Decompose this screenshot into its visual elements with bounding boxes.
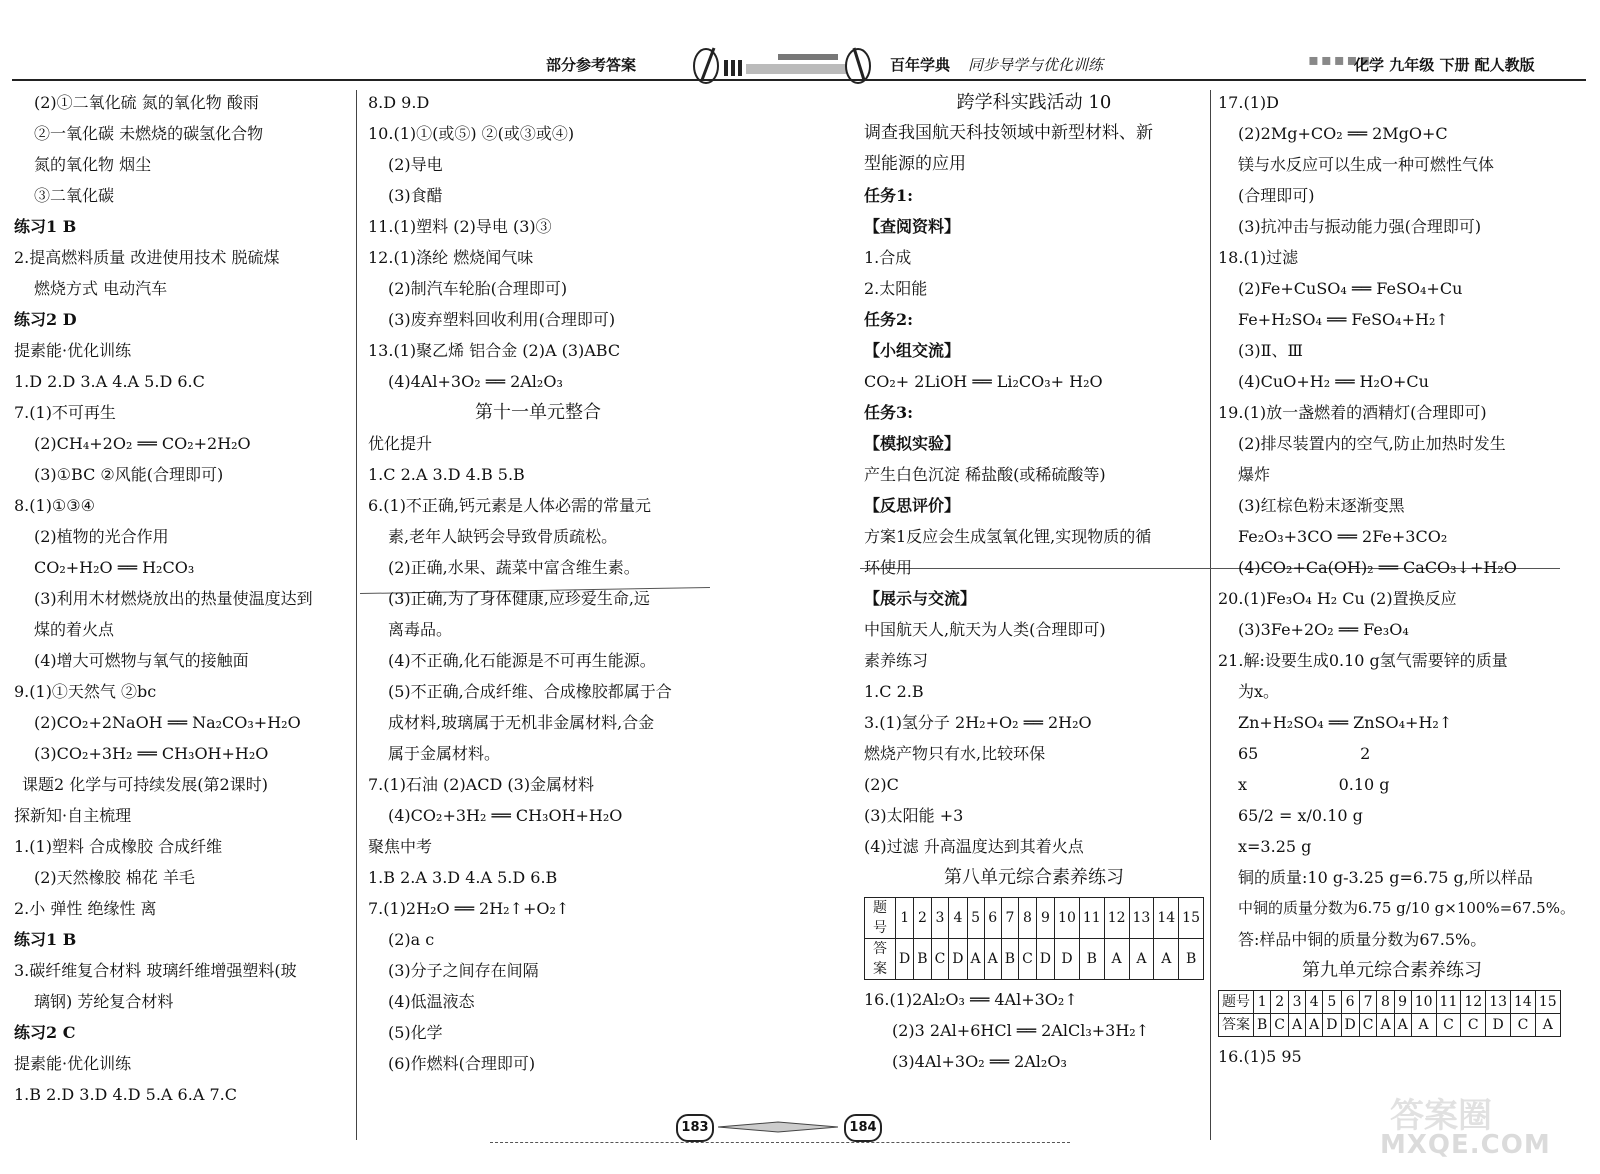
table-cell-number: 7 (1359, 991, 1377, 1014)
table-cell-answer: C (1436, 1014, 1461, 1037)
header-brand: 百年学典 (890, 56, 951, 74)
table-cell-answer: C (1019, 939, 1037, 980)
answer-line: 1.B 2.A 3.D 4.A 5.D 6.B (368, 868, 558, 887)
table-cell-number: 11 (1079, 898, 1104, 939)
column-divider (1210, 90, 1211, 1140)
table-cell-answer: B (1179, 939, 1204, 980)
section-heading: 【查阅资料】 (864, 217, 961, 236)
answer-line: 调查我国航天科技领域中新型材料、新 (864, 123, 1153, 143)
answer-line: 素,老年人缺钙会导致骨质疏松。 (388, 527, 618, 546)
page-footer (490, 1108, 1110, 1148)
table-cell-number: 8 (1377, 991, 1394, 1014)
page-number-left: 183 (676, 1114, 714, 1142)
equation-line: 3.(1)氢分子 2H₂+O₂ ══ 2H₂O (864, 713, 1092, 732)
answer-line: 方案1反应会生成氢氧化锂,实现物质的循 (864, 527, 1152, 546)
activity-title: 跨学科实践活动 10 (956, 92, 1112, 113)
table-cell-answer: D (1341, 1014, 1359, 1037)
section-heading: 【反思评价】 (864, 496, 961, 515)
answer-line: 镁与水反应可以生成一种可燃性气体 (1238, 155, 1495, 174)
unit9-answer-table (1218, 990, 1561, 1037)
equation-line: (2)CO₂+2NaOH ══ Na₂CO₃+H₂O (34, 713, 301, 732)
table-cell-number: 11 (1436, 991, 1461, 1014)
answer-line: 1.B 2.D 3.D 4.D 5.A 6.A 7.C (14, 1085, 237, 1104)
table-cell-number: 2 (914, 898, 931, 939)
answer-line: (2)①二氧化硫 氮的氧化物 酸雨 (34, 93, 259, 112)
answer-line: (3)正确,为了身体健康,应珍爱生命,远 (388, 589, 650, 608)
answer-line: 9.(1)①天然气 ②bc (14, 682, 157, 701)
answer-line: 练习2 C (14, 1023, 76, 1042)
answer-line: (5)不正确,合成纤维、合成橡胶都属于合 (388, 682, 672, 701)
answer-line: 环使用 (864, 558, 913, 577)
table-cell-number: 10 (1055, 898, 1080, 939)
equation-line: (4)CuO+H₂ ══ H₂O+Cu (1238, 372, 1429, 391)
task-heading: 任务2: (864, 310, 914, 329)
table-cell-number: 7 (1001, 898, 1018, 939)
equation-line: (2)Fe+CuSO₄ ══ FeSO₄+Cu (1238, 279, 1463, 298)
calc-line: 65/2 = x/0.10 g (1238, 806, 1363, 825)
table-cell-answer: B (1001, 939, 1018, 980)
equation-line: (4)CO₂+Ca(OH)₂ ══ CaCO₃↓+H₂O (1238, 558, 1517, 577)
answer-line: 2.提高燃料质量 改进使用技术 脱硫煤 (14, 248, 280, 267)
table-cell-number: 14 (1511, 991, 1536, 1014)
answer-line: 7.(1)石油 (2)ACD (3)金属材料 (368, 775, 595, 794)
answer-line: (2)C (864, 775, 899, 794)
section-heading: 素养练习 (864, 651, 929, 670)
table-cell-answer: C (1511, 1014, 1536, 1037)
equation-line: (4)CO₂+3H₂ ══ CH₃OH+H₂O (388, 806, 623, 825)
answer-line: 为x。 (1238, 682, 1280, 701)
section-heading: 【模拟实验】 (864, 434, 961, 453)
section-heading: 优化提升 (368, 434, 433, 453)
equation-line: (2)3 2Al+6HCl ══ 2AlCl₃+3H₂↑ (892, 1021, 1150, 1040)
section-heading: 【小组交流】 (864, 341, 961, 360)
table-row (865, 898, 1204, 939)
table-cell-answer: D (1323, 1014, 1341, 1037)
answer-line: (3)抗冲击与振动能力强(合理即可) (1238, 217, 1482, 236)
answer-line: (2)植物的光合作用 (34, 527, 169, 546)
answer-line: 21.解:设要生成0.10 g氢气需要锌的质量 (1218, 651, 1508, 670)
table-row-label: 题号 (865, 898, 896, 939)
answer-line: 18.(1)过滤 (1218, 248, 1299, 267)
calc-line: x 0.10 g (1238, 775, 1390, 794)
answer-line: 1.合成 (864, 248, 912, 267)
table-cell-answer: C (1461, 1014, 1486, 1037)
section-heading: 探新知·自主梳理 (14, 806, 132, 825)
answer-line: 2.太阳能 (864, 279, 928, 298)
answer-line: 1.C 2.A 3.D 4.B 5.B (368, 465, 525, 484)
pen-logo-icon (688, 44, 878, 84)
answer-line: 成材料,玻璃属于无机非金属材料,合金 (388, 713, 655, 732)
answer-line: (合理即可) (1238, 186, 1315, 205)
answer-line: (3)①BC ②风能(合理即可) (34, 465, 224, 484)
calc-line: 中铜的质量分数为6.75 g/10 g×100%=67.5%。 (1238, 899, 1575, 917)
answer-line: 13.(1)聚乙烯 铝合金 (2)A (3)ABC (368, 341, 621, 360)
table-cell-number: 10 (1411, 991, 1436, 1014)
table-cell-answer: B (1079, 939, 1104, 980)
header-left-title: 部分参考答案 (546, 56, 637, 74)
answer-line: (2)制汽车轮胎(合理即可) (388, 279, 568, 298)
unit-title: 第九单元综合素养练习 (1302, 960, 1482, 981)
table-cell-number: 5 (967, 898, 984, 939)
table-cell-answer: D (1486, 1014, 1511, 1037)
equation-line: Zn+H₂SO₄ ══ ZnSO₄+H₂↑ (1238, 713, 1453, 732)
table-cell-number: 1 (896, 898, 914, 939)
table-row (865, 939, 1204, 980)
task-heading: 任务1: (864, 186, 914, 205)
answer-line: 爆炸 (1238, 465, 1271, 484)
header-rule (12, 79, 1586, 81)
answer-line: (6)作燃料(合理即可) (388, 1054, 536, 1073)
table-row-label: 答案 (865, 939, 896, 980)
table-cell-answer: D (1055, 939, 1080, 980)
table-cell-answer: A (1394, 1014, 1411, 1037)
equation-line: (2)CH₄+2O₂ ══ CO₂+2H₂O (34, 434, 251, 453)
table-cell-number: 3 (1289, 991, 1306, 1014)
equation-line: CO₂+H₂O ══ H₂CO₃ (34, 558, 195, 577)
answer-line: 1.D 2.D 3.A 4.A 5.D 6.C (14, 372, 205, 391)
equation-line: (3)4Al+3O₂ ══ 2Al₂O₃ (892, 1052, 1067, 1071)
answer-line: 6.(1)不正确,钙元素是人体必需的常量元 (368, 496, 652, 515)
section-heading: 聚焦中考 (368, 837, 433, 856)
table-cell-number: 4 (1306, 991, 1323, 1014)
answer-line: ③二氧化碳 (34, 186, 115, 205)
answer-line: 答:样品中铜的质量分数为67.5%。 (1238, 930, 1487, 949)
answer-line: (3)红棕色粉末逐渐变黑 (1238, 496, 1405, 515)
equation-line: (4)4Al+3O₂ ══ 2Al₂O₃ (388, 372, 563, 391)
table-cell-answer: A (1306, 1014, 1323, 1037)
answer-line: (3)太阳能 +3 (864, 806, 964, 825)
table-cell-number: 9 (1394, 991, 1411, 1014)
footer-ornament-icon (718, 1120, 838, 1134)
answer-column-3 (864, 87, 1204, 1077)
equation-line: (3)3Fe+2O₂ ══ Fe₃O₄ (1238, 620, 1409, 639)
answer-line: (4)低温液态 (388, 992, 475, 1011)
answer-line: 19.(1)放一盏燃着的酒精灯(合理即可) (1218, 403, 1487, 422)
table-cell-answer: C (1271, 1014, 1289, 1037)
answer-line: 20.(1)Fe₃O₄ H₂ Cu (2)置换反应 (1218, 589, 1457, 608)
answer-line: 氮的氧化物 烟尘 (34, 155, 152, 174)
answer-line: 1.(1)塑料 合成橡胶 合成纤维 (14, 837, 223, 856)
table-cell-answer: A (1377, 1014, 1394, 1037)
table-cell-answer: C (1359, 1014, 1377, 1037)
task-heading: 任务3: (864, 403, 914, 422)
table-cell-number: 9 (1036, 898, 1054, 939)
answer-line: 8.D 9.D (368, 93, 430, 112)
section-heading: 提素能·优化训练 (14, 1054, 132, 1073)
answer-line: (2)天然橡胶 棉花 羊毛 (34, 868, 195, 887)
column-divider (356, 90, 357, 1140)
answer-line: 1.C 2.B (864, 682, 924, 701)
equation-line: 16.(1)2Al₂O₃ ══ 4Al+3O₂↑ (864, 990, 1078, 1009)
table-cell-number: 2 (1271, 991, 1289, 1014)
answer-line: (2)正确,水果、蔬菜中富含维生素。 (388, 558, 640, 577)
calc-line: x=3.25 g (1238, 837, 1312, 856)
table-cell-answer: B (914, 939, 931, 980)
equation-line: (2)2Mg+CO₂ ══ 2MgO+C (1238, 124, 1448, 143)
table-cell-number: 12 (1104, 898, 1129, 939)
answer-line: 煤的着火点 (34, 620, 115, 639)
page-number-right: 184 (844, 1114, 882, 1142)
table-cell-answer: B (1254, 1014, 1271, 1037)
watermark-text: MXQE.COM (1380, 1130, 1551, 1160)
table-cell-answer: A (1289, 1014, 1306, 1037)
page-header (0, 0, 1600, 80)
table-cell-number: 13 (1486, 991, 1511, 1014)
answer-line: 中国航天人,航天为人类(合理即可) (864, 620, 1106, 639)
answer-line: 离毒品。 (388, 620, 453, 639)
answer-line: 璃钢) 芳纶复合材料 (34, 992, 174, 1011)
site-watermark (1380, 1088, 1580, 1168)
unit-title: 第十一单元整合 (475, 402, 601, 423)
answer-line: 8.(1)①③④ (14, 496, 95, 515)
unit-title: 第八单元综合素养练习 (944, 867, 1124, 888)
table-cell-answer: A (967, 939, 984, 980)
table-cell-answer: D (1036, 939, 1054, 980)
answer-column-4 (1218, 87, 1575, 1072)
watermark-logo: 答案圈 (1390, 1096, 1492, 1136)
answer-line: 型能源的应用 (864, 154, 966, 174)
table-cell-number: 14 (1154, 898, 1179, 939)
answer-line: 16.(1)5 95 (1218, 1047, 1302, 1066)
answer-line: (5)化学 (388, 1023, 443, 1042)
answer-line: 练习1 B (14, 217, 77, 236)
equation-line: (3)CO₂+3H₂ ══ CH₃OH+H₂O (34, 744, 269, 763)
answer-line: 3.碳纤维复合材料 玻璃纤维增强塑料(玻 (14, 961, 297, 980)
table-row-label: 答案 (1219, 1014, 1254, 1037)
answer-line: (3)食醋 (388, 186, 443, 205)
table-cell-answer: A (1411, 1014, 1436, 1037)
equation-line: 7.(1)2H₂O ══ 2H₂↑+O₂↑ (368, 899, 570, 918)
section-heading: 提素能·优化训练 (14, 341, 132, 360)
table-cell-answer: A (1154, 939, 1179, 980)
table-cell-number: 6 (1341, 991, 1359, 1014)
answer-line: (3)利用木材燃烧放出的热量使温度达到 (34, 589, 313, 608)
answer-line: (3)分子之间存在间隔 (388, 961, 539, 980)
answer-line: 练习1 B (14, 930, 77, 949)
answer-line: (2)排尽装置内的空气,防止加热时发生 (1238, 434, 1506, 453)
table-cell-number: 15 (1179, 898, 1204, 939)
lesson-title: 课题2 化学与可持续发展(第2课时) (22, 775, 268, 794)
answer-line: (2)a c (388, 930, 435, 949)
table-cell-answer: A (1129, 939, 1154, 980)
table-row (1219, 1014, 1561, 1037)
section-heading: 【展示与交流】 (864, 589, 977, 608)
answer-line: 属于金属材料。 (388, 744, 501, 763)
header-right-info: 化学 九年级 下册 配人教版 (1354, 56, 1535, 74)
table-cell-number: 15 (1535, 991, 1560, 1014)
table-row (1219, 991, 1561, 1014)
table-cell-number: 3 (931, 898, 949, 939)
answer-line: 17.(1)D (1218, 93, 1279, 112)
answer-line: 12.(1)涤纶 燃烧闻气味 (368, 248, 534, 267)
answer-line: 练习2 D (14, 310, 77, 329)
answer-line: 2.小 弹性 绝缘性 离 (14, 899, 157, 918)
table-cell-number: 8 (1019, 898, 1037, 939)
table-cell-answer: C (931, 939, 949, 980)
answer-line: (4)过滤 升高温度达到其着火点 (864, 837, 1084, 856)
answer-line: 燃烧产物只有水,比较环保 (864, 744, 1046, 763)
equation-line: Fe+H₂SO₄ ══ FeSO₄+H₂↑ (1238, 310, 1449, 329)
table-cell-number: 6 (984, 898, 1001, 939)
table-cell-answer: D (896, 939, 914, 980)
equation-line: Fe₂O₃+3CO ══ 2Fe+3CO₂ (1238, 527, 1448, 546)
table-cell-number: 4 (949, 898, 967, 939)
table-cell-answer: A (1104, 939, 1129, 980)
answer-line: ②一氧化碳 未燃烧的碳氢化合物 (34, 124, 264, 143)
answer-line: 产生白色沉淀 稀盐酸(或稀硫酸等) (864, 465, 1106, 484)
answer-column-1 (14, 87, 354, 1110)
table-cell-answer: A (1535, 1014, 1560, 1037)
answer-line: (3)Ⅱ、Ⅲ (1238, 341, 1303, 360)
header-dots: ▪▪▪▪▪ (1308, 50, 1373, 69)
table-cell-answer: A (984, 939, 1001, 980)
table-cell-number: 1 (1254, 991, 1271, 1014)
answer-line: (4)增大可燃物与氧气的接触面 (34, 651, 249, 670)
table-cell-number: 5 (1323, 991, 1341, 1014)
table-row-label: 题号 (1219, 991, 1254, 1014)
answer-line: 10.(1)①(或⑤) ②(或③或④) (368, 124, 575, 143)
answer-column-2 (368, 87, 708, 1079)
unit8-answer-table (864, 897, 1204, 980)
table-cell-number: 13 (1129, 898, 1154, 939)
answer-line: 11.(1)塑料 (2)导电 (3)③ (368, 217, 552, 236)
answer-line: 燃烧方式 电动汽车 (34, 279, 168, 298)
answer-line: (3)废弃塑料回收利用(合理即可) (388, 310, 616, 329)
footer-rule (490, 1142, 1070, 1143)
header-subtitle: 同步导学与优化训练 (968, 56, 1104, 74)
equation-line: CO₂+ 2LiOH ══ Li₂CO₃+ H₂O (864, 372, 1103, 391)
calc-line: 65 2 (1238, 744, 1371, 763)
calc-line: 铜的质量:10 g-3.25 g=6.75 g,所以样品 (1238, 868, 1533, 887)
table-cell-answer: D (949, 939, 967, 980)
table-cell-number: 12 (1461, 991, 1486, 1014)
answer-line: (4)不正确,化石能源是不可再生能源。 (388, 651, 656, 670)
answer-line: (2)导电 (388, 155, 443, 174)
answer-line: 7.(1)不可再生 (14, 403, 116, 422)
